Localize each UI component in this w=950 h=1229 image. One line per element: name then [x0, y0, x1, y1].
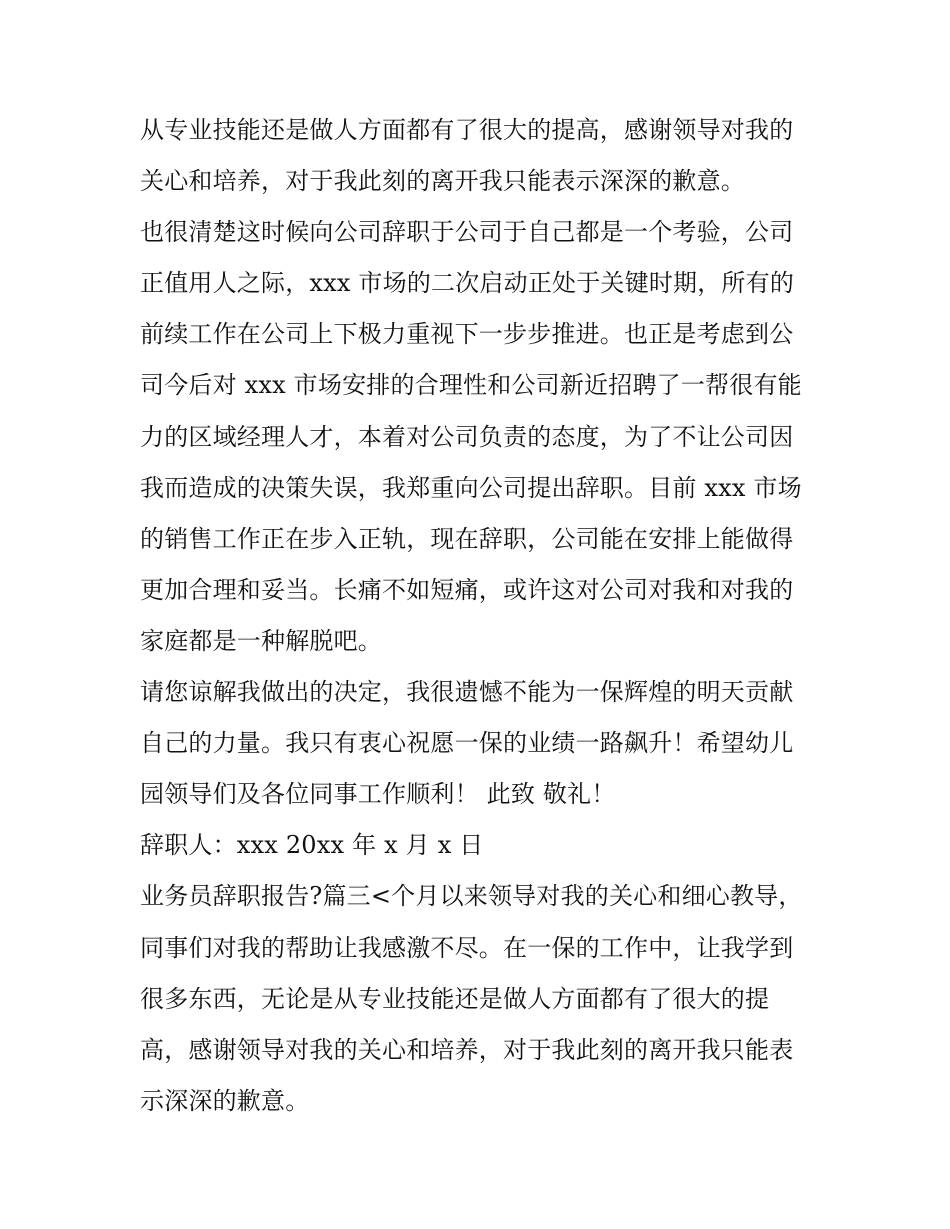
text-line: 力的区域经理人才，本着对公司负责的态度，为了不让公司因 [140, 422, 794, 451]
section-heading-line: 业务员辞职报告?篇三<个月以来领导对我的关心和细心教导， [140, 882, 803, 911]
signature-line: 辞职人：xxx 20xx 年 x 月 x 日 [140, 831, 484, 860]
text-line: 高，感谢领导对我的关心和培养，对于我此刻的离开我只能表 [140, 1035, 794, 1064]
text-line: 请您谅解我做出的决定，我很遗憾不能为一保辉煌的明天贡献 [140, 678, 794, 707]
text-line: 从专业技能还是做人方面都有了很大的提高，感谢领导对我的 [140, 116, 794, 144]
text-line: 家庭都是一种解脱吧。 [140, 626, 382, 655]
text-line: 示深深的歉意。 [140, 1086, 310, 1115]
text-line: 司今后对 xxx 市场安排的合理性和公司新近招聘了一帮很有能 [140, 371, 802, 400]
text-line: 前续工作在公司上下极力重视下一步步推进。也正是考虑到公 [140, 320, 794, 349]
text-line: 很多东西，无论是从专业技能还是做人方面都有了很大的提 [140, 984, 770, 1013]
text-line: 园领导们及各位同事工作顺利！ 此致 敬礼！ [140, 780, 616, 809]
text-line: 同事们对我的帮助让我感激不尽。在一保的工作中，让我学到 [140, 933, 794, 962]
text-line: 我而造成的决策失误，我郑重向公司提出辞职。目前 xxx 市场 [140, 473, 802, 502]
text-line: 自己的力量。我只有衷心祝愿一保的业绩一路飙升！希望幼儿 [140, 729, 794, 758]
text-line: 关心和培养，对于我此刻的离开我只能表示深深的歉意。 [140, 167, 745, 196]
text-line: 的销售工作正在步入正轨，现在辞职，公司能在安排上能做得 [140, 524, 794, 553]
text-line: 也很清楚这时候向公司辞职于公司于自己都是一个考验，公司 [140, 218, 794, 247]
text-line: 更加合理和妥当。长痛不如短痛，或许这对公司对我和对我的 [140, 575, 794, 604]
body-text [140, 105, 820, 1127]
text-line: 正值用人之际，xxx 市场的二次启动正处于关键时期，所有的 [140, 269, 795, 298]
